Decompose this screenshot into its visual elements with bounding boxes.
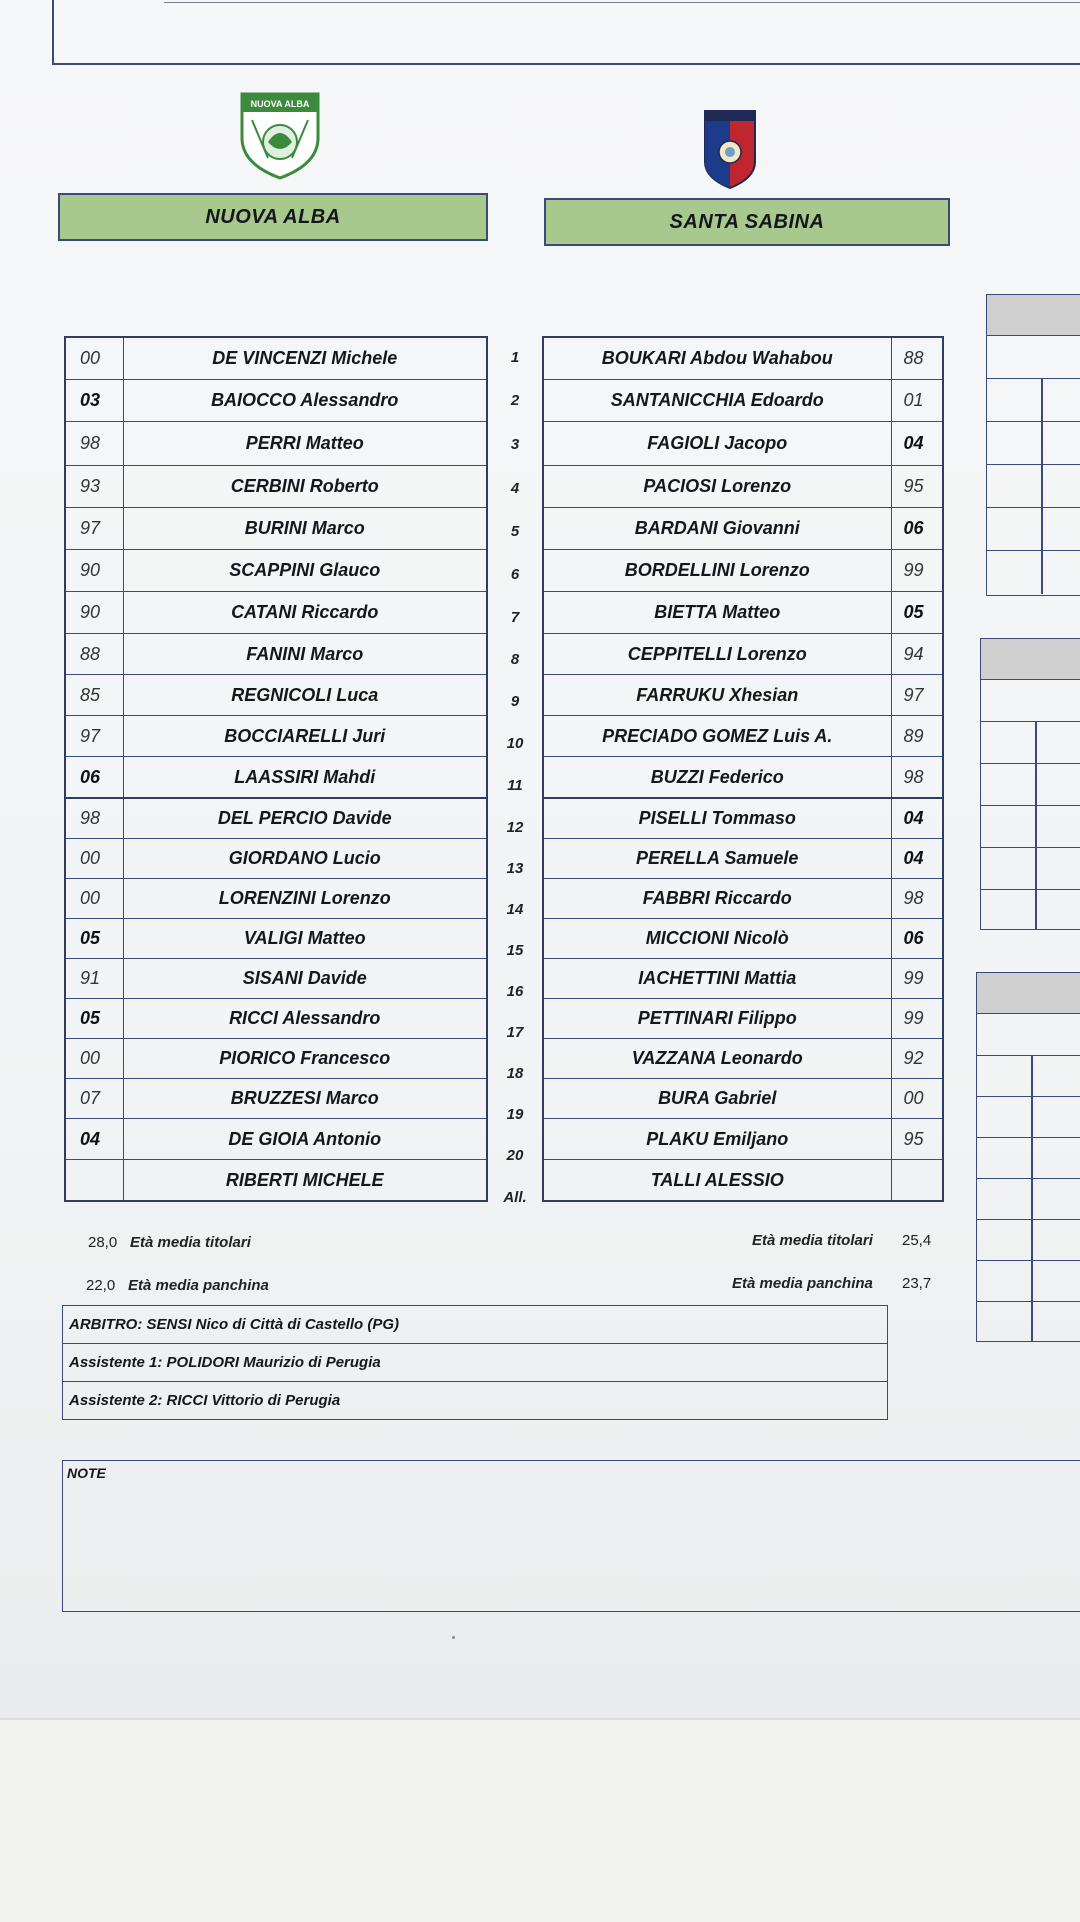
- away-player-name: BIETTA Matteo: [543, 592, 891, 634]
- shirt-number: All.: [503, 1189, 527, 1206]
- away-player-row: [543, 1160, 943, 1202]
- home-player-name: SCAPPINI Glauco: [123, 550, 487, 592]
- home-player-year: 90: [65, 550, 123, 592]
- away-player-row: [543, 337, 943, 380]
- away-player-name: PISELLI Tommaso: [543, 798, 891, 839]
- away-bench-avg-value: 23,7: [902, 1275, 932, 1292]
- away-player-row: [543, 798, 943, 839]
- away-player-row: [543, 999, 943, 1039]
- home-player-row: [65, 380, 487, 422]
- logo-text: NUOVA ALBA: [250, 99, 310, 109]
- home-bench-avg-value: 22,0: [86, 1277, 116, 1294]
- shirt-number: 20: [506, 1147, 524, 1164]
- home-player-year: 00: [65, 879, 123, 919]
- away-player-row: [543, 380, 943, 422]
- home-bench-avg-label: Età media panchina: [128, 1277, 269, 1294]
- away-player-row: [543, 675, 943, 716]
- home-player-name: BRUZZESI Marco: [123, 1079, 487, 1119]
- home-player-year: 06: [65, 757, 123, 799]
- header-rule: [164, 2, 1080, 3]
- right-grid-2: [980, 638, 1080, 930]
- home-player-name: RICCI Alessandro: [123, 999, 487, 1039]
- away-player-year: 95: [891, 466, 943, 508]
- home-player-row: [65, 634, 487, 675]
- shirt-number: 11: [507, 777, 523, 794]
- home-player-year: 00: [65, 839, 123, 879]
- away-player-row: [543, 634, 943, 675]
- away-player-name: MICCIONI Nicolò: [543, 919, 891, 959]
- home-player-name: BOCCIARELLI Juri: [123, 716, 487, 757]
- home-player-year: 07: [65, 1079, 123, 1119]
- shirt-number: 17: [506, 1023, 524, 1041]
- notes-label: NOTE: [67, 1465, 106, 1481]
- shirt-number: 2: [510, 391, 520, 409]
- nuova-alba-logo: [238, 90, 322, 180]
- away-player-row: [543, 757, 943, 799]
- away-player-row: [543, 919, 943, 959]
- home-player-year: 00: [65, 337, 123, 380]
- home-player-name: VALIGI Matteo: [123, 919, 487, 959]
- home-player-year: 04: [65, 1119, 123, 1160]
- shirt-number: 18: [506, 1064, 524, 1082]
- away-player-row: [543, 839, 943, 879]
- home-lineup-table: [64, 336, 488, 1202]
- home-player-year: 05: [65, 919, 123, 959]
- home-player-row: [65, 716, 487, 757]
- away-player-row: [543, 716, 943, 757]
- shirt-number: 10: [506, 735, 524, 752]
- home-player-row: [65, 959, 487, 999]
- away-player-row: [543, 592, 943, 634]
- away-player-year: 88: [891, 337, 943, 380]
- santa-sabina-logo: [702, 108, 758, 190]
- away-starters-avg-label: Età media titolari: [752, 1232, 873, 1249]
- away-team-name: SANTA SABINA: [669, 210, 825, 233]
- away-player-name: BORDELLINI Lorenzo: [543, 550, 891, 592]
- home-player-year: 88: [65, 634, 123, 675]
- home-player-row: [65, 675, 487, 716]
- away-player-name: SANTANICCHIA Edoardo: [543, 380, 891, 422]
- away-player-name: PRECIADO GOMEZ Luis A.: [543, 716, 891, 757]
- home-player-row: [65, 466, 487, 508]
- away-player-year: 92: [891, 1039, 943, 1079]
- home-player-name: BAIOCCO Alessandro: [123, 380, 487, 422]
- referee-row: ARBITRO: SENSI Nico di Città di Castello (PG): [63, 1306, 887, 1344]
- header-box: [52, 0, 1080, 65]
- away-player-row: [543, 959, 943, 999]
- home-player-row: [65, 422, 487, 466]
- shirt-number: 5: [510, 522, 520, 540]
- away-player-name: BARDANI Giovanni: [543, 508, 891, 550]
- away-starters-avg-value: 25,4: [902, 1232, 932, 1249]
- away-player-year: 06: [891, 508, 943, 550]
- home-player-name: CATANI Riccardo: [123, 592, 487, 634]
- shirt-number: 7: [510, 608, 520, 626]
- away-player-name: IACHETTINI Mattia: [543, 959, 891, 999]
- home-player-name: GIORDANO Lucio: [123, 839, 487, 879]
- away-bench-avg-label: Età media panchina: [732, 1275, 873, 1292]
- away-player-name: PLAKU Emiljano: [543, 1119, 891, 1160]
- away-player-name: BUZZI Federico: [543, 757, 891, 799]
- home-player-row: [65, 1039, 487, 1079]
- away-player-year: 04: [891, 422, 943, 466]
- shirt-number: 14: [506, 900, 524, 918]
- away-player-row: [543, 1039, 943, 1079]
- shirt-number: 15: [506, 941, 524, 959]
- shirt-number: 3: [510, 435, 520, 453]
- shirt-number: 6: [510, 565, 520, 583]
- away-player-name: PACIOSI Lorenzo: [543, 466, 891, 508]
- away-team-box: [544, 198, 950, 246]
- away-player-year: 89: [891, 716, 943, 757]
- home-player-row: [65, 508, 487, 550]
- home-player-row: [65, 550, 487, 592]
- shirt-number: 8: [510, 651, 520, 668]
- away-player-row: [543, 466, 943, 508]
- home-player-row: [65, 1119, 487, 1160]
- home-player-year: 97: [65, 716, 123, 757]
- home-player-year: 05: [65, 999, 123, 1039]
- away-player-name: PERELLA Samuele: [543, 839, 891, 879]
- home-player-name: SISANI Davide: [123, 959, 487, 999]
- away-player-year: [891, 1160, 943, 1202]
- away-player-row: [543, 1119, 943, 1160]
- away-player-row: [543, 550, 943, 592]
- away-player-row: [543, 422, 943, 466]
- away-player-year: 98: [891, 879, 943, 919]
- home-player-row: [65, 757, 487, 799]
- floor-background: [0, 1718, 1080, 1922]
- home-player-year: [65, 1160, 123, 1202]
- home-player-name: REGNICOLI Luca: [123, 675, 487, 716]
- away-player-name: BURA Gabriel: [543, 1079, 891, 1119]
- away-player-row: [543, 508, 943, 550]
- home-player-year: 85: [65, 675, 123, 716]
- away-player-year: 04: [891, 798, 943, 839]
- home-player-year: 00: [65, 1039, 123, 1079]
- home-team-box: [58, 193, 488, 241]
- away-player-name: PETTINARI Filippo: [543, 999, 891, 1039]
- away-player-name: VAZZANA Leonardo: [543, 1039, 891, 1079]
- away-player-name: BOUKARI Abdou Wahabou: [543, 337, 891, 380]
- away-player-year: 00: [891, 1079, 943, 1119]
- away-player-row: [543, 1079, 943, 1119]
- right-grid-1: [986, 294, 1080, 596]
- shirt-number: 9: [510, 693, 520, 710]
- away-player-year: 98: [891, 757, 943, 799]
- assistant1-row: Assistente 1: POLIDORI Maurizio di Perugia: [63, 1344, 887, 1382]
- away-player-year: 99: [891, 550, 943, 592]
- home-player-name: FANINI Marco: [123, 634, 487, 675]
- home-player-row: [65, 879, 487, 919]
- away-player-name: TALLI ALESSIO: [543, 1160, 891, 1202]
- home-player-name: RIBERTI MICHELE: [123, 1160, 487, 1202]
- shirt-number: 1: [510, 348, 520, 366]
- away-player-year: 95: [891, 1119, 943, 1160]
- home-player-year: 90: [65, 592, 123, 634]
- away-player-name: CEPPITELLI Lorenzo: [543, 634, 891, 675]
- shirt-number: 13: [506, 859, 524, 877]
- away-player-year: 04: [891, 839, 943, 879]
- away-lineup-table: [542, 336, 944, 1202]
- home-player-row: [65, 1079, 487, 1119]
- away-player-name: FAGIOLI Jacopo: [543, 422, 891, 466]
- home-player-name: DEL PERCIO Davide: [123, 798, 487, 839]
- away-player-year: 06: [891, 919, 943, 959]
- home-player-row: [65, 919, 487, 959]
- shirt-number: 4: [510, 479, 520, 497]
- home-player-row: [65, 592, 487, 634]
- home-player-year: 93: [65, 466, 123, 508]
- home-player-name: LAASSIRI Mahdi: [123, 757, 487, 799]
- home-player-year: 97: [65, 508, 123, 550]
- away-player-year: 99: [891, 959, 943, 999]
- home-player-row: [65, 1160, 487, 1202]
- home-player-year: 03: [65, 380, 123, 422]
- home-player-name: DE GIOIA Antonio: [123, 1119, 487, 1160]
- right-grid-3: [976, 972, 1080, 1342]
- away-player-year: 97: [891, 675, 943, 716]
- officials-box: [62, 1305, 888, 1420]
- home-team-name: NUOVA ALBA: [205, 205, 341, 228]
- home-player-name: PIORICO Francesco: [123, 1039, 487, 1079]
- away-player-name: FABBRI Riccardo: [543, 879, 891, 919]
- home-player-year: 91: [65, 959, 123, 999]
- home-player-row: [65, 999, 487, 1039]
- home-player-year: 98: [65, 422, 123, 466]
- assistant2-row: Assistente 2: RICCI Vittorio di Perugia: [69, 1392, 341, 1409]
- home-player-name: CERBINI Roberto: [123, 466, 487, 508]
- shirt-number: 16: [506, 982, 524, 1000]
- away-player-row: [543, 879, 943, 919]
- home-starters-avg-label: Età media titolari: [130, 1234, 251, 1251]
- away-player-year: 99: [891, 999, 943, 1039]
- home-player-row: [65, 839, 487, 879]
- home-starters-avg-value: 28,0: [88, 1234, 118, 1251]
- home-player-row: [65, 337, 487, 380]
- away-player-name: FARRUKU Xhesian: [543, 675, 891, 716]
- away-player-year: 01: [891, 380, 943, 422]
- home-player-name: PERRI Matteo: [123, 422, 487, 466]
- home-player-name: BURINI Marco: [123, 508, 487, 550]
- shirt-number: 19: [506, 1105, 524, 1123]
- home-player-name: LORENZINI Lorenzo: [123, 879, 487, 919]
- shirt-number: 12: [506, 818, 524, 836]
- paper-mark: [452, 1636, 455, 1639]
- home-player-year: 98: [65, 798, 123, 839]
- away-player-year: 05: [891, 592, 943, 634]
- away-player-year: 94: [891, 634, 943, 675]
- home-player-name: DE VINCENZI Michele: [123, 337, 487, 380]
- home-player-row: [65, 798, 487, 839]
- notes-box: [62, 1460, 1080, 1612]
